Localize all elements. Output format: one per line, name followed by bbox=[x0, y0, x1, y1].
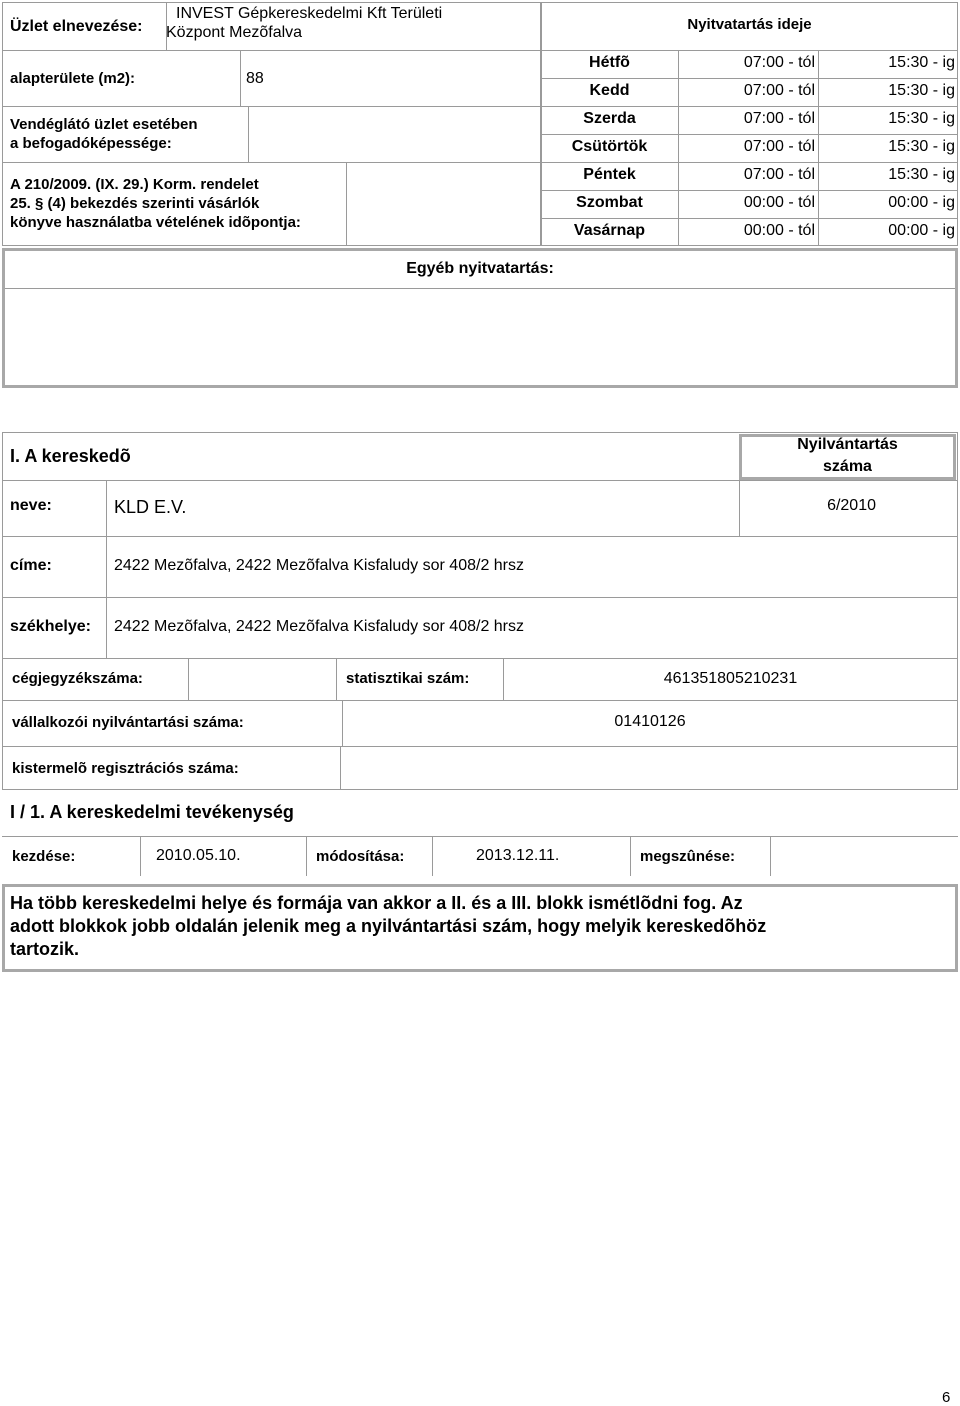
activity-section-title: I / 1. A kereskedelmi tevékenység bbox=[10, 802, 294, 822]
day-friday: Péntek bbox=[583, 166, 636, 183]
notice-line-2: adott blokkok jobb oldalán jelenik meg a nyilvántartási szám, hogy melyik kereskedõhöz bbox=[10, 916, 767, 936]
sunday-to: 00:00 - ig bbox=[888, 222, 955, 239]
start-value: 2010.05.10. bbox=[156, 847, 241, 864]
friday-to: 15:30 - ig bbox=[888, 166, 955, 183]
day-thursday: Csütörtök bbox=[571, 138, 648, 155]
trader-section-title: I. A kereskedõ bbox=[10, 446, 131, 466]
tuesday-from: 07:00 - tól bbox=[743, 82, 815, 99]
wednesday-to: 15:30 - ig bbox=[888, 110, 955, 127]
capacity-label-2: a befogadóképessége: bbox=[10, 135, 172, 152]
friday-from: 07:00 - tól bbox=[743, 166, 815, 183]
start-label: kezdése: bbox=[12, 848, 76, 865]
logbook-label-2: 25. § (4) bekezdés szerinti vásárlók bbox=[10, 195, 260, 212]
entrepreneur-label: vállalkozói nyilvántartási száma: bbox=[12, 714, 244, 731]
monday-to: 15:30 - ig bbox=[888, 54, 955, 71]
page-number: 6 bbox=[942, 1389, 951, 1406]
sunday-from: 00:00 - tól bbox=[743, 222, 815, 239]
capacity-label-1: Vendéglátó üzlet esetében bbox=[10, 116, 198, 133]
trader-name-label: neve: bbox=[10, 497, 52, 514]
registry-header-1: Nyilvántartás bbox=[797, 436, 898, 453]
end-label: megszûnése: bbox=[640, 848, 736, 865]
day-sunday: Vasárnap bbox=[573, 222, 646, 239]
opening-hours-title: Nyitvatartás ideje bbox=[687, 16, 812, 33]
logbook-label-1: A 210/2009. (IX. 29.) Korm. rendelet bbox=[10, 176, 259, 193]
store-name-line2: Központ Mezõfalva bbox=[166, 24, 303, 41]
seat-value: 2422 Mezõfalva, 2422 Mezõfalva Kisfaludy sor 408/2 hrsz bbox=[114, 618, 525, 635]
registry-header-2: száma bbox=[823, 458, 872, 475]
area-value: 88 bbox=[246, 70, 264, 87]
stat-value: 461351805210231 bbox=[663, 670, 798, 687]
saturday-from: 00:00 - tól bbox=[743, 194, 815, 211]
store-name-line1: INVEST Gépkereskedelmi Kft Területi bbox=[176, 5, 443, 22]
store-name-label: Üzlet elnevezése: bbox=[10, 18, 143, 35]
company-reg-label: cégjegyzékszáma: bbox=[12, 670, 143, 687]
address-label: címe: bbox=[10, 557, 52, 574]
thursday-from: 07:00 - tól bbox=[743, 138, 815, 155]
other-hours-label: Egyéb nyitvatartás: bbox=[406, 260, 554, 277]
seat-label: székhelye: bbox=[10, 618, 91, 635]
monday-from: 07:00 - tól bbox=[743, 54, 815, 71]
day-saturday: Szombat bbox=[576, 194, 643, 211]
notice-line-3: tartozik. bbox=[10, 939, 80, 959]
area-label: alapterülete (m2): bbox=[10, 70, 136, 87]
smallholder-label: kistermelõ regisztrációs száma: bbox=[12, 760, 239, 777]
modified-label: módosítása: bbox=[316, 848, 405, 865]
thursday-to: 15:30 - ig bbox=[888, 138, 955, 155]
address-value: 2422 Mezõfalva, 2422 Mezõfalva Kisfaludy sor 408/2 hrsz bbox=[114, 557, 525, 574]
logbook-label-3: könyve használatba vételének idõpontja: bbox=[10, 214, 301, 231]
day-wednesday: Szerda bbox=[583, 110, 636, 127]
tuesday-to: 15:30 - ig bbox=[888, 82, 955, 99]
saturday-to: 00:00 - ig bbox=[888, 194, 955, 211]
registry-number: 6/2010 bbox=[827, 497, 876, 514]
day-monday: Hétfõ bbox=[589, 54, 630, 71]
wednesday-from: 07:00 - tól bbox=[743, 110, 815, 127]
stat-label: statisztikai szám: bbox=[346, 670, 470, 687]
notice-line-1: Ha több kereskedelmi helye és formája van akkor a II. és a III. blokk ismétlõdni fog. Az bbox=[10, 893, 743, 913]
modified-value: 2013.12.11. bbox=[476, 847, 560, 864]
trader-name-value: KLD E.V. bbox=[114, 497, 187, 517]
day-tuesday: Kedd bbox=[589, 82, 630, 99]
entrepreneur-value: 01410126 bbox=[614, 713, 686, 730]
